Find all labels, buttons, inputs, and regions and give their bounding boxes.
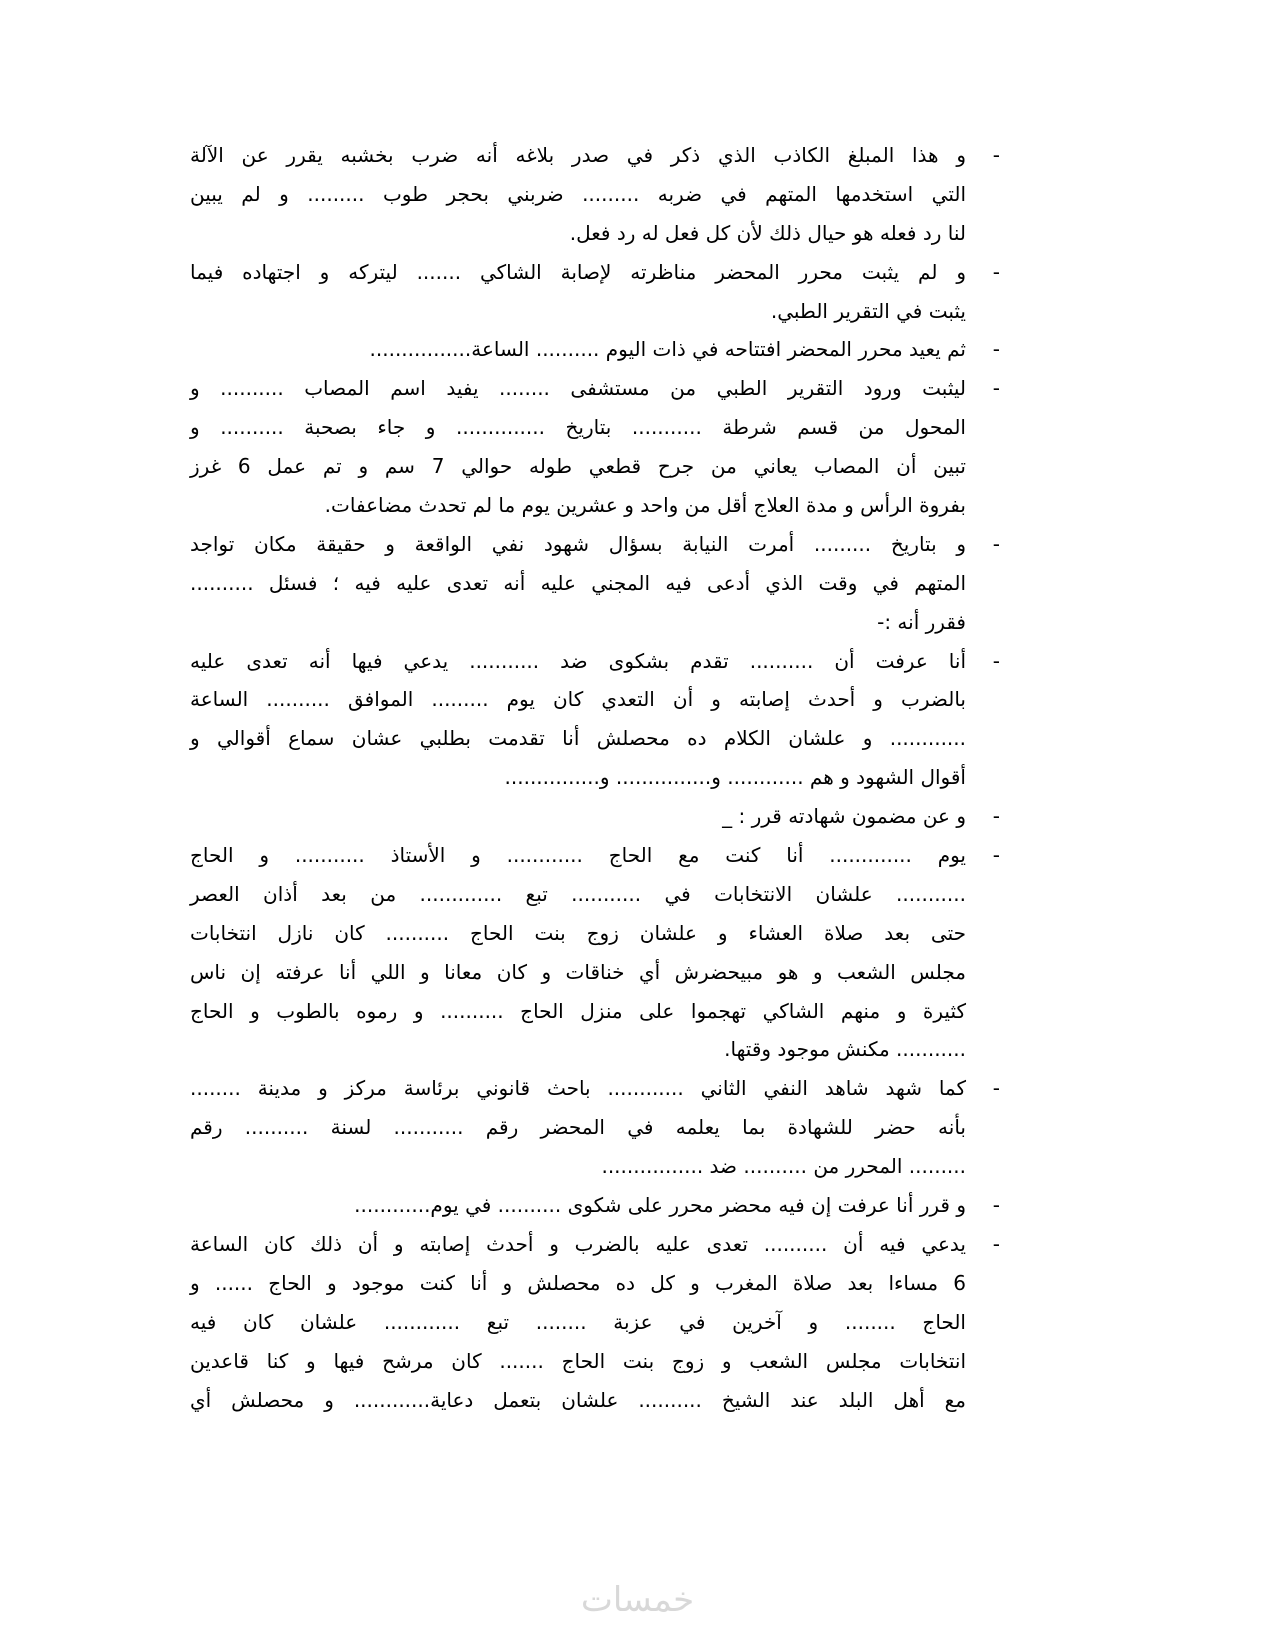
text-line: مع أهل البلد عند الشيخ .......... علشان بتعمل دعاية............ و محصلش أي [190,1387,966,1412]
bullet-dash: - [992,337,1000,362]
watermark-logo: خمسات [580,1580,695,1620]
bullet-dash: - [992,376,1000,401]
text-line: المحول من قسم شرطة ........... بتاريخ .............. و جاء بصحبة .......... و [190,415,966,440]
text-line: يدعي فيه أن .......... تعدى عليه بالضرب و أحدث إصابته و أن ذلك كان الساعة [190,1231,966,1256]
text-line: و بتاريخ ......... أمرت النيابة بسؤال شهود نفي الواقعة و حقيقة مكان تواجد [190,531,966,556]
bullet-dash: - [992,1231,1000,1256]
bullet-dash: - [992,843,1000,868]
text-line: المتهم في وقت الذي أدعى فيه المجني عليه أنه تعدى عليه فيه ؛ فسئل .......... [190,570,966,595]
bullet-paragraph [190,1225,1000,1419]
text-line: ........... علشان الانتخابات في ........... تبع ............. من بعد أذان العصر [190,881,966,906]
bullet-dash: - [992,1076,1000,1101]
text-line: أقوال الشهود و هم ............ و............... و............... [504,765,966,790]
bullet-paragraph [190,253,1000,331]
text-line: بالضرب و أحدث إصابته و أن التعدي كان يوم ......... الموافق .......... الساعة [190,687,966,712]
text-line: كما شهد شاهد النفي الثاني ............ باحث قانوني برئاسة مركز و مدينة ........ [190,1076,966,1101]
text-line: انتخابات مجلس الشعب و زوج بنت الحاج ....... كان مرشح فيها و كنا قاعدين [190,1348,966,1373]
text-line: الحاج ........ و آخرين في عزبة ........ تبع ............ علشان كان فيه [190,1309,966,1334]
bullet-paragraph [190,525,1000,642]
text-line: فقرر أنه :- [877,609,966,634]
bullet-paragraph [190,1186,1000,1225]
text-line: و لم يثبت محرر المحضر مناظرته لإصابة الشاكي ....... ليتركه و اجتهاده فيما [190,259,966,284]
text-line: تبين أن المصاب يعاني من جرح قطعي طوله حوالي 7 سم و تم عمل 6 غرز [190,454,966,479]
text-line: التي استخدمها المتهم في ضربه ......... ضربني بحجر طوب ......... و لم يبين [190,181,966,206]
document-body [190,136,1000,1419]
text-line: ......... المحرر من .......... ضد ................ [601,1154,966,1179]
bullet-paragraph [190,1069,1000,1186]
text-line: و قرر أنا عرفت إن فيه محضر محرر على شكوى .......... في يوم............ [354,1193,966,1218]
text-line: يثبت في التقرير الطبي. [770,298,966,323]
text-line: و هذا المبلغ الكاذب الذي ذكر في صدر بلاغه أنه ضرب بخشبه يقرر عن الآلة [190,143,966,167]
text-line: مجلس الشعب و هو مبيحضرش أي خناقات و كان معانا و اللي أنا عرفته إن ناس [190,959,966,984]
bullet-dash: - [992,648,1000,673]
bullet-dash: - [992,143,1000,167]
text-line: لنا رد فعله هو حيال ذلك لأن كل فعل له رد فعل. [569,220,966,245]
bullet-dash: - [992,259,1000,284]
text-line: و عن مضمون شهادته قرر : _ [722,804,966,829]
text-line: ........... مكنش موجود وقتها. [724,1037,966,1062]
bullet-paragraph [190,136,1000,253]
bullet-dash: - [992,804,1000,829]
text-line: ............ و علشان الكلام ده محصلش أنا تقدمت بطلبي عشان سماع أقوالي و [190,726,966,751]
bullet-paragraph [190,797,1000,836]
bullet-dash: - [992,531,1000,556]
text-line: ليثبت ورود التقرير الطبي من مستشفى ........ يفيد اسم المصاب .......... و [190,376,966,401]
bullet-dash: - [992,1193,1000,1218]
text-line: بأنه حضر للشهادة بما يعلمه في المحضر رقم ........... لسنة .......... رقم [190,1115,966,1140]
text-line: حتى بعد صلاة العشاء و علشان زوج بنت الحاج .......... كان نازل انتخابات [190,920,966,945]
bullet-paragraph [190,369,1000,525]
bullet-paragraph [190,836,1000,1069]
bullet-paragraph [190,330,1000,369]
text-line: ثم يعيد محرر المحضر افتتاحه في ذات اليوم .......... الساعة................ [369,337,966,362]
text-line: أنا عرفت أن .......... تقدم بشكوى ضد ........... يدعي فيها أنه تعدى عليه [190,648,966,673]
text-line: يوم ............. أنا كنت مع الحاج ............ و الأستاذ ........... و الحاج [190,843,966,868]
text-line: بفروة الرأس و مدة العلاج أقل من واحد و عشرين يوم ما لم تحدث مضاعفات. [324,493,966,518]
text-line: 6 مساءا بعد صلاة المغرب و كل ده محصلش و أنا كنت موجود و الحاج ...... و [190,1270,966,1295]
bullet-paragraph [190,642,1000,798]
text-line: كثيرة و منهم الشاكي تهجموا على منزل الحاج .......... و رموه بالطوب و الحاج [190,998,966,1023]
